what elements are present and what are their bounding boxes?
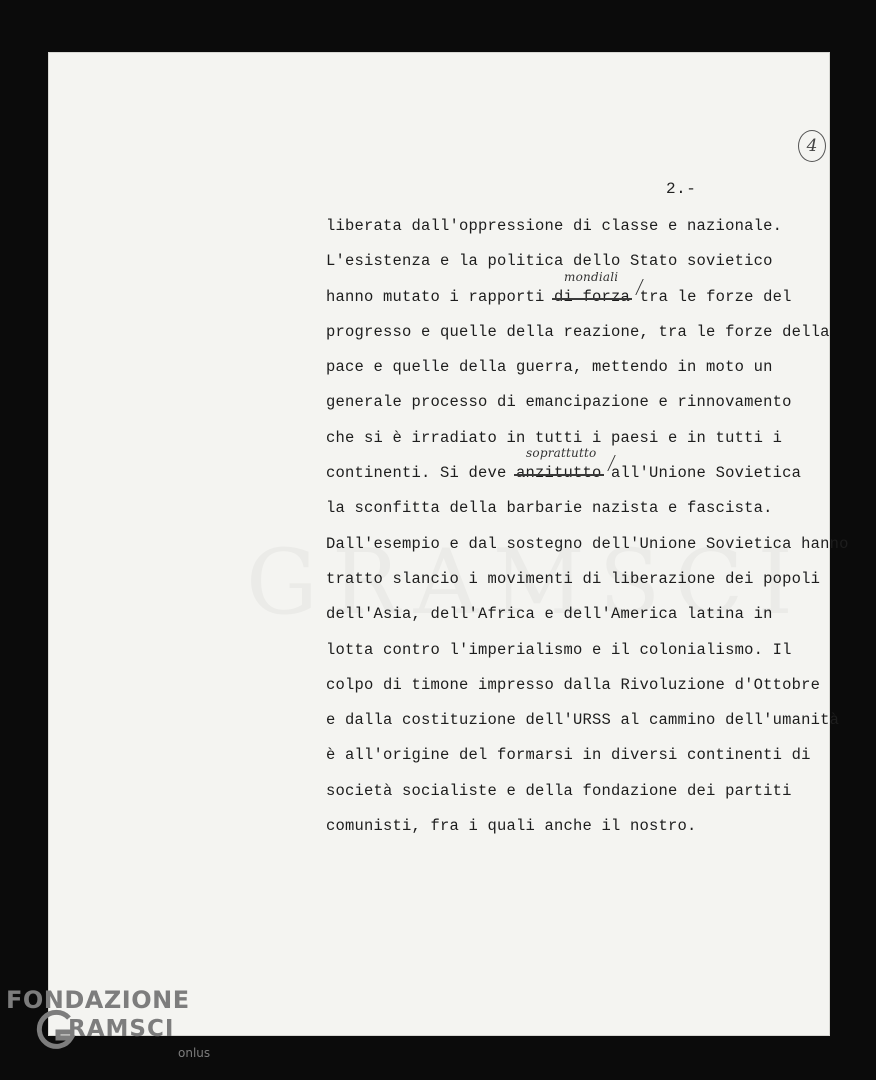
- struck-word: di forza: [554, 287, 631, 306]
- handwritten-correction: [554, 269, 631, 307]
- text-segment: tratto slancio i movimenti di liberazione dei popoli: [326, 569, 821, 588]
- text-segment: hanno mutato i rapporti: [326, 287, 555, 306]
- text-segment: colpo di timone impresso dalla Rivoluzione d'Ottobre: [326, 675, 821, 694]
- text-segment: tra le forze del: [630, 287, 792, 306]
- text-segment: dell'Asia, dell'Africa e dell'America latina in: [326, 605, 773, 624]
- text-segment: e dalla costituzione dell'URSS al cammino dell'umanità: [326, 711, 840, 730]
- struck-word: anzitutto: [516, 464, 602, 483]
- text-segment: la sconfitta della barbarie nazista e fascista.: [326, 499, 773, 518]
- text-line: [326, 710, 866, 745]
- text-segment: liberata dall'oppressione di classe e nazionale.: [326, 217, 783, 235]
- body-text: [326, 216, 866, 851]
- text-segment: lotta contro l'imperialismo e il colonialismo. Il: [326, 640, 792, 659]
- text-segment: all'Unione Sovietica: [601, 464, 802, 483]
- page-annotation: 4: [798, 130, 826, 162]
- logo-line1: FONDAZIONE: [6, 986, 190, 1014]
- text-line: [326, 745, 866, 780]
- text-segment: comunisti, fra i quali anche il nostro.: [326, 817, 697, 836]
- inserted-word: mondiali: [564, 269, 619, 284]
- text-line: [326, 269, 866, 322]
- text-segment: Dall'esempio e dal sostegno dell'Unione Sovietica hanno: [326, 534, 849, 553]
- inserted-word: soprattutto: [526, 446, 597, 461]
- logo-line2: RAMSCI: [68, 1016, 175, 1042]
- text-segment: pace e quelle della guerra, mettendo in moto un: [326, 358, 773, 377]
- text-line: [326, 675, 866, 710]
- text-line: [326, 640, 866, 675]
- text-segment: che si è irradiato in tutti i paesi e in tutti i: [326, 428, 783, 447]
- text-segment: continenti. Si deve: [326, 464, 517, 483]
- handwritten-correction: [516, 446, 602, 483]
- text-segment: è all'origine del formarsi in diversi continenti di: [326, 746, 811, 765]
- text-line: [326, 498, 866, 533]
- text-line: [326, 569, 866, 604]
- text-line: [326, 781, 866, 816]
- text-line: [326, 357, 866, 392]
- text-line: [326, 392, 866, 427]
- text-line: [326, 534, 866, 569]
- text-line: [326, 604, 866, 639]
- text-segment: società socialiste e della fondazione dei partiti: [326, 781, 792, 800]
- text-segment: L'esistenza e la politica dello Stato sovietico: [326, 252, 773, 271]
- logo-subtitle: onlus: [178, 1046, 211, 1060]
- text-segment: generale processo di emancipazione e rinnovamento: [326, 393, 792, 412]
- text-segment: progresso e quelle della reazione, tra le forze della: [326, 322, 830, 341]
- text-line: [326, 816, 866, 851]
- page-number: 2.-: [666, 180, 697, 198]
- text-line: [326, 322, 866, 357]
- foundation-logo: [6, 986, 221, 1080]
- text-line: [326, 216, 866, 251]
- text-line: [326, 446, 866, 498]
